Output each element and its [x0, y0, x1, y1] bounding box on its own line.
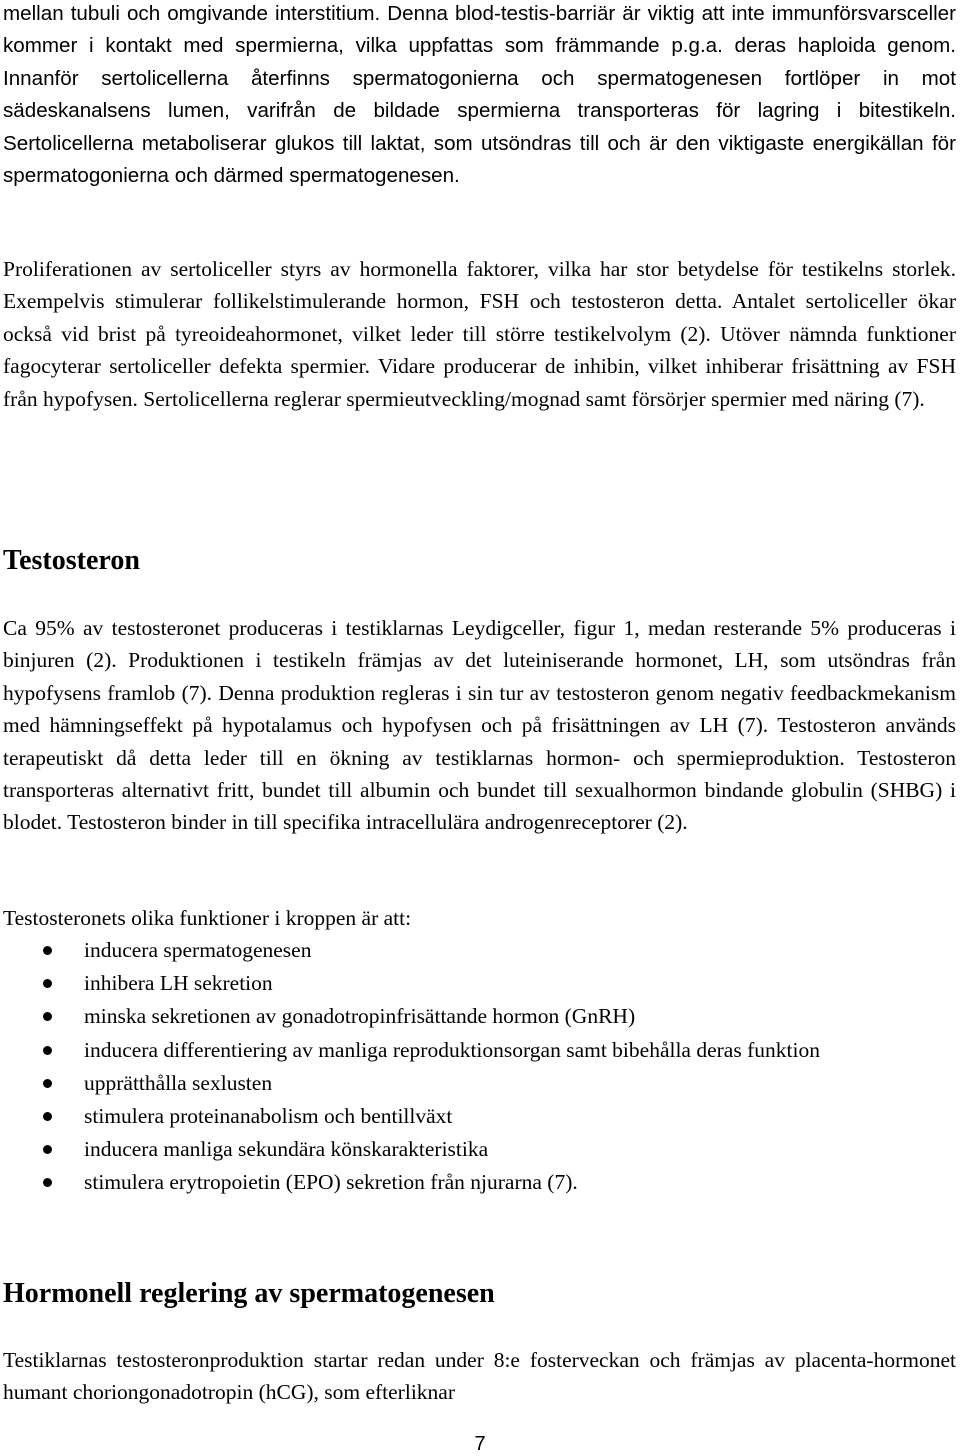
list-item-text: stimulera proteinanabolism och bentillväxt [84, 1104, 453, 1129]
bullet-icon [43, 979, 52, 988]
list-item-text: inhibera LH sekretion [84, 971, 273, 996]
list-item-text: upprätthålla sexlusten [84, 1070, 273, 1095]
list-item [3, 1133, 956, 1166]
list-item-text: inducera manliga sekundära könskarakteristika [84, 1137, 489, 1162]
hormonell-paragraph: Testiklarnas testosteronproduktion startar redan under 8:e fosterveckan och främjas av placenta-hormonet humant choriongonadotropin (hCG), som efterliknar [3, 1348, 956, 1405]
bullet-icon [43, 1178, 52, 1187]
list-item [3, 1034, 956, 1067]
testosteron-paragraph: Ca 95% av testosteronet produceras i testiklarnas Leydigceller, figur 1, medan resterande 5% produceras i binjuren (2). Produktionen i testikeln främjas av det luteiniserande hormonet, LH, som utsöndras från hypofysens framlob (7). Denna produktion regleras i sin tur av testosteron genom negativ feedbackmekanism med hämningseffekt på hypotalamus och hypofysen och på frisättningen av LH (7). Testosteron används terapeutiskt då detta leder till en ökning av testiklarnas hormon- och spermieproduktion. Testosteron transporteras alternativt fritt, bundet till albumin och bundet till sexualhormon bindande globulin (SHBG) i blodet. Testosteron binder in till specifika intracellulära androgenreceptorer (2). [3, 616, 956, 835]
proliferation-paragraph: Proliferationen av sertoliceller styrs av hormonella faktorer, vilka har stor betydelse för testikelns storlek. Exempelvis stimulerar follikelstimulerande hormon, FSH och testosteron detta. Antalet sertoliceller ökar också vid brist på tyreoideahormonet, vilket leder till större testikelvolym (2). Utöver nämnda funktioner fagocyterar sertoliceller defekta spermier. Vidare producerar de inhibin, vilket inhiberar frisättning av FSH från hypofysen. Sertolicellerna reglerar spermieutveckling/mognad samt försörjer spermier med näring (7). [3, 257, 956, 411]
list-item [3, 1000, 956, 1033]
list-item-text: stimulera erytropoietin (EPO) sekretion från njurarna (7). [84, 1170, 578, 1195]
functions-list-intro: Testosteronets olika funktioner i kroppen är att: [3, 906, 412, 930]
bullet-icon [43, 1079, 52, 1088]
page-number: 7 [474, 1433, 486, 1455]
functions-list [3, 934, 956, 1200]
list-item [3, 1067, 956, 1100]
list-item [3, 1100, 956, 1133]
bullet-icon [43, 1046, 52, 1055]
list-item-text: minska sekretionen av gonadotropinfrisättande hormon (GnRH) [84, 1004, 636, 1029]
bullet-icon [43, 1145, 52, 1154]
list-item-text: inducera differentiering av manliga reproduktionsorgan samt bibehålla deras funktion [84, 1037, 820, 1062]
bullet-icon [43, 1012, 52, 1021]
list-item-text: inducera spermatogenesen [84, 938, 312, 962]
list-item [3, 967, 956, 1000]
bullet-icon [43, 1112, 52, 1121]
list-item [3, 934, 956, 967]
section-heading-testosteron: Testosteron [3, 545, 140, 576]
list-item [3, 1166, 956, 1199]
intro-paragraph: mellan tubuli och omgivande interstitium. Denna blod-testis-barriär är viktig att inte immunförsvarsceller kommer i kontakt med spermierna, vilka uppfattas som främmande p.g.a. deras haploida genom. Innanför sertolicellerna återfinns spermatogonierna och spermatogenesen fortlöper in mot sädeskanalsens lumen, varifrån de bildade spermierna transporteras för lagring i bitestikeln. Sertolicellerna metaboliserar glukos till laktat, som utsöndras till och är den viktigaste energikällan för spermatogonierna och därmed spermatogenesen. [3, 2, 956, 188]
bullet-icon [43, 946, 52, 955]
section-heading-hormonell-reglering: Hormonell reglering av spermatogenesen [3, 1278, 495, 1309]
